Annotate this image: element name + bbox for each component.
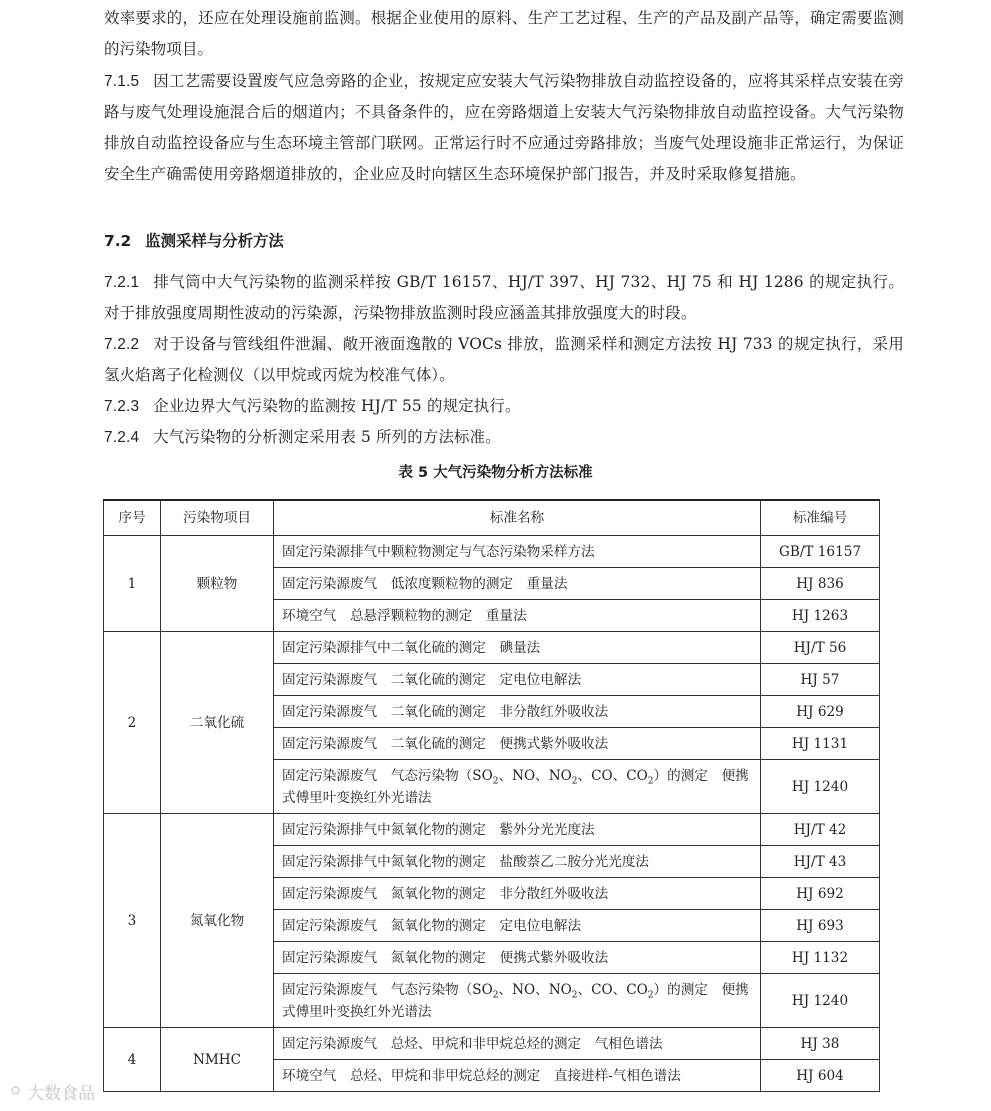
- standard-name: 固定污染源废气 总烃、甲烷和非甲烷总烃的测定 气相色谱法: [274, 1028, 761, 1060]
- name-part: 、NO、NO: [498, 981, 572, 998]
- paragraph-text: 对于设备与管线组件泄漏、敞开液面逸散的 VOCs 排放，监测采样和测定方法按 HJ 733 的规定执行，采用氢火焰离子化检测仪（以甲烷或丙烷为校准气体）。: [104, 335, 904, 384]
- standard-name: 固定污染源废气 氮氧化物的测定 定电位电解法: [274, 910, 761, 942]
- header-name: 标准名称: [274, 500, 761, 536]
- standard-code: HJ/T 43: [761, 846, 880, 878]
- paragraph-text: 因工艺需要设置废气应急旁路的企业，按规定应安装大气污染物排放自动监控设备的，应将其采样点安装在旁路与废气处理设施混合后的烟道内；不具备条件的，应在旁路烟道上安装大气污染物排放自动监控设备。大气污染物排放自动监控设备应与生态环境主管部门联网。正常运行时不应通过旁路排放；当废气处理设施非正常运行，为保证安全生产确需使用旁路烟道排放的，企业应及时向辖区生态环境保护部门报告，并及时采取修复措施。: [104, 72, 904, 183]
- name-part: 、NO、NO: [498, 767, 572, 784]
- subscript: 2: [492, 776, 499, 787]
- table-caption: 表 5 大气污染物分析方法标准: [398, 465, 593, 481]
- standard-code: HJ 1263: [761, 600, 880, 632]
- pollutant-item: 氮氧化物: [161, 814, 274, 1028]
- standard-name: 固定污染源废气 氮氧化物的测定 便携式紫外吸收法: [274, 942, 761, 974]
- standard-name: [274, 760, 761, 814]
- standard-code: HJ 1240: [761, 974, 880, 1028]
- standard-code: HJ 1132: [761, 942, 880, 974]
- paragraph-7-2-3: [104, 391, 904, 422]
- standard-code: HJ 693: [761, 910, 880, 942]
- standard-code: HJ 38: [761, 1028, 880, 1060]
- standard-name: 固定污染源废气 二氧化硫的测定 定电位电解法: [274, 664, 761, 696]
- paragraph-text: 大气污染物的分析测定采用表 5 所列的方法标准。: [153, 428, 501, 446]
- name-part: 固定污染源废气 气态污染物（SO: [282, 767, 493, 784]
- clause-number: 7.1.5: [104, 73, 140, 90]
- analysis-method-table: [103, 499, 880, 1092]
- standard-name: 固定污染源废气 低浓度颗粒物的测定 重量法: [274, 568, 761, 600]
- name-part: 固定污染源废气 气态污染物（SO: [282, 981, 493, 998]
- clause-number: 7.2.1: [104, 274, 140, 291]
- paragraph-7-2-1: [104, 267, 904, 329]
- name-part: ）的测定 便携式傅里叶变换红外光谱法: [282, 981, 749, 1020]
- standard-name: [274, 974, 761, 1028]
- row-index: 4: [104, 1028, 161, 1092]
- standard-code: GB/T 16157: [761, 536, 880, 568]
- paragraph-7-1-4-continuation: [104, 3, 904, 65]
- header-item: 污染物项目: [161, 500, 274, 536]
- watermark-text: 大数食品: [27, 1083, 96, 1104]
- paragraph-text: 效率要求的，还应在处理设施前监测。根据企业使用的原料、生产工艺过程、生产的产品及副产品等，确定需要监测的污染物项目。: [104, 9, 904, 58]
- paragraph-7-2-2: [104, 329, 904, 391]
- standard-code: HJ 836: [761, 568, 880, 600]
- standard-name: 环境空气 总悬浮颗粒物的测定 重量法: [274, 600, 761, 632]
- name-part: 、CO、CO: [577, 767, 648, 784]
- table-body: [104, 536, 880, 1092]
- standard-name: 固定污染源排气中二氧化硫的测定 碘量法: [274, 632, 761, 664]
- table-row: [104, 1028, 880, 1060]
- subscript: 2: [492, 990, 499, 1001]
- standard-code: HJ 604: [761, 1060, 880, 1092]
- row-index: 1: [104, 536, 161, 632]
- standard-name: 固定污染源废气 二氧化硫的测定 非分散红外吸收法: [274, 696, 761, 728]
- name-part: ）的测定 便携式傅里叶变换红外光谱法: [282, 767, 749, 806]
- standard-code: HJ 1131: [761, 728, 880, 760]
- subscript: 2: [647, 776, 654, 787]
- standard-name: 固定污染源废气 二氧化硫的测定 便携式紫外吸收法: [274, 728, 761, 760]
- header-code: 标准编号: [761, 500, 880, 536]
- paragraph-7-1-5: [104, 66, 904, 190]
- clause-number: 7.2.2: [104, 336, 140, 353]
- table-row: [104, 814, 880, 846]
- clause-number: 7.2.4: [104, 429, 140, 446]
- row-index: 2: [104, 632, 161, 814]
- section-title: 监测采样与分析方法: [145, 232, 284, 250]
- standard-name: 环境空气 总烃、甲烷和非甲烷总烃的测定 直接进样-气相色谱法: [274, 1060, 761, 1092]
- subscript: 2: [647, 990, 654, 1001]
- subscript: 2: [571, 990, 578, 1001]
- paragraph-text: 排气筒中大气污染物的监测采样按 GB/T 16157、HJ/T 397、HJ 732、HJ 75 和 HJ 1286 的规定执行。对于排放强度周期性波动的污染源，污染物排放监测时段应涵盖其排放强度大的时段。: [104, 273, 904, 322]
- paragraph-text: 企业边界大气污染物的监测按 HJ/T 55 的规定执行。: [153, 397, 521, 415]
- standard-name: 固定污染源排气中氮氧化物的测定 盐酸萘乙二胺分光光度法: [274, 846, 761, 878]
- section-number: 7.2: [104, 232, 132, 250]
- header-index: 序号: [104, 500, 161, 536]
- pollutant-item: NMHC: [161, 1028, 274, 1092]
- standard-code: HJ 1240: [761, 760, 880, 814]
- table-header-row: [104, 500, 880, 536]
- standard-code: HJ 57: [761, 664, 880, 696]
- standard-name: 固定污染源排气中氮氧化物的测定 紫外分光光度法: [274, 814, 761, 846]
- standard-code: HJ/T 42: [761, 814, 880, 846]
- watermark: [8, 1076, 95, 1106]
- pollutant-item: 颗粒物: [161, 536, 274, 632]
- row-index: 3: [104, 814, 161, 1028]
- name-part: 、CO、CO: [577, 981, 648, 998]
- subscript: 2: [571, 776, 578, 787]
- section-heading-7-2: [104, 229, 284, 253]
- standard-code: HJ 629: [761, 696, 880, 728]
- standard-name: 固定污染源排气中颗粒物测定与气态污染物采样方法: [274, 536, 761, 568]
- table-row: [104, 632, 880, 664]
- paragraph-7-2-4: [104, 422, 904, 453]
- standard-code: HJ 692: [761, 878, 880, 910]
- pollutant-item: 二氧化硫: [161, 632, 274, 814]
- watermark-logo-icon: ⚪: [8, 1080, 24, 1102]
- standard-code: HJ/T 56: [761, 632, 880, 664]
- clause-number: 7.2.3: [104, 398, 140, 415]
- table-row: [104, 536, 880, 568]
- standard-name: 固定污染源废气 氮氧化物的测定 非分散红外吸收法: [274, 878, 761, 910]
